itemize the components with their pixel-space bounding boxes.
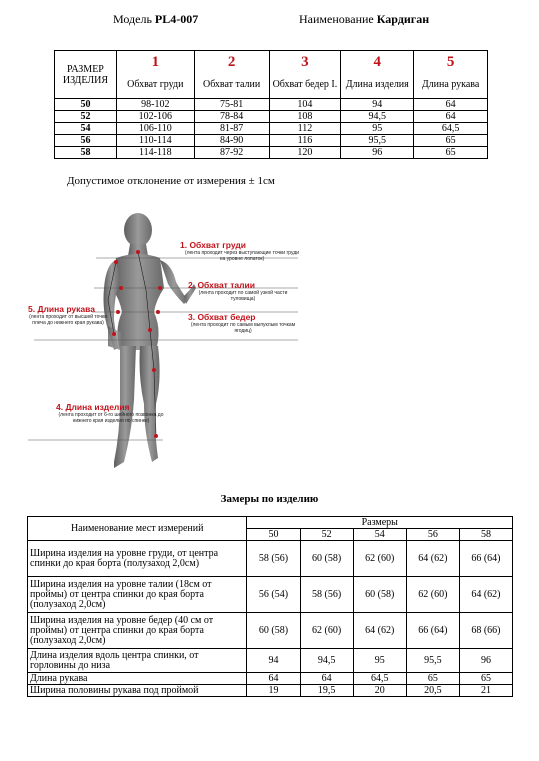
measure-name-cell: Ширина половины рукава под проймой bbox=[28, 685, 247, 697]
garment-length-label bbox=[56, 402, 166, 424]
value-cell: 81-87 bbox=[194, 123, 269, 135]
value-cell: 84-90 bbox=[194, 135, 269, 147]
value-cell: 108 bbox=[269, 111, 341, 123]
product-name-value: Кардиган bbox=[376, 12, 430, 26]
column-label: Длина изделия bbox=[341, 73, 414, 99]
measure-value-cell: 68 (66) bbox=[459, 613, 512, 649]
measure-name-header: Наименование мест измерений bbox=[28, 517, 247, 541]
table-row bbox=[55, 135, 488, 147]
measure-value-cell: 96 bbox=[459, 649, 512, 673]
tolerance-note: Допустимое отклонение от измерения ± 1см bbox=[67, 175, 275, 187]
measure-name-cell: Длина изделия вдоль центра спинки, от горловины до низа bbox=[28, 649, 247, 673]
table-row bbox=[28, 541, 513, 577]
measure-value-cell: 62 (60) bbox=[406, 577, 459, 613]
measure-value-cell: 66 (64) bbox=[459, 541, 512, 577]
size-chart-label-row bbox=[55, 73, 488, 99]
size-cell: 52 bbox=[55, 111, 117, 123]
measure-value-cell: 62 (60) bbox=[353, 541, 406, 577]
value-cell: 64,5 bbox=[414, 123, 488, 135]
value-cell: 110-114 bbox=[116, 135, 194, 147]
model-label: Модель bbox=[113, 12, 152, 26]
value-cell: 65 bbox=[414, 135, 488, 147]
value-cell: 94,5 bbox=[341, 111, 414, 123]
measure-value-cell: 62 (60) bbox=[300, 613, 353, 649]
document-header bbox=[0, 12, 539, 28]
table-row bbox=[28, 649, 513, 673]
size-cell: 54 bbox=[55, 123, 117, 135]
size-header-cell: 58 bbox=[459, 529, 512, 541]
model-line bbox=[113, 12, 198, 27]
measure-value-cell: 64 (62) bbox=[459, 577, 512, 613]
hip-measure-label bbox=[188, 312, 298, 334]
value-cell: 64 bbox=[414, 111, 488, 123]
column-number: 2 bbox=[194, 51, 269, 73]
chest-measure-label bbox=[180, 240, 302, 262]
size-header-cell: 50 bbox=[247, 529, 300, 541]
measure-value-cell: 64 bbox=[247, 673, 300, 685]
hip-measure-note: (лента проходит по самым выпуклым точкам ягодиц) bbox=[190, 322, 296, 334]
waist-measure-title: 2. Обхват талии bbox=[188, 280, 255, 290]
value-cell: 65 bbox=[414, 147, 488, 159]
size-cell: 56 bbox=[55, 135, 117, 147]
sizes-header: Размеры bbox=[247, 517, 513, 529]
measure-value-cell: 19,5 bbox=[300, 685, 353, 697]
waist-measure-label bbox=[188, 280, 298, 302]
table-row bbox=[28, 673, 513, 685]
value-cell: 95 bbox=[341, 123, 414, 135]
measure-value-cell: 20,5 bbox=[406, 685, 459, 697]
column-number: 4 bbox=[341, 51, 414, 73]
hip-measure-title: 3. Обхват бедер bbox=[188, 312, 256, 322]
size-cell: 58 bbox=[55, 147, 117, 159]
table-row bbox=[28, 613, 513, 649]
value-cell: 116 bbox=[269, 135, 341, 147]
product-name-label: Наименование bbox=[299, 12, 374, 26]
size-chart-number-row bbox=[55, 51, 488, 73]
garment-length-note: (лента проходит от 6-го шейного позвонка до нижнего края изделия по спинке) bbox=[58, 412, 164, 424]
sleeve-length-label bbox=[28, 304, 108, 326]
waist-measure-note: (лента проходит по самой узкой части туловища) bbox=[198, 290, 288, 302]
value-cell: 98-102 bbox=[116, 99, 194, 111]
value-cell: 94 bbox=[341, 99, 414, 111]
value-cell: 78-84 bbox=[194, 111, 269, 123]
measure-value-cell: 65 bbox=[406, 673, 459, 685]
table-row bbox=[55, 123, 488, 135]
sleeve-length-title: 5. Длина рукава bbox=[28, 304, 95, 314]
table-row bbox=[28, 577, 513, 613]
measure-value-cell: 94 bbox=[247, 649, 300, 673]
measure-name-cell: Длина рукава bbox=[28, 673, 247, 685]
measure-value-cell: 94,5 bbox=[300, 649, 353, 673]
value-cell: 120 bbox=[269, 147, 341, 159]
measure-value-cell: 58 (56) bbox=[247, 541, 300, 577]
value-cell: 112 bbox=[269, 123, 341, 135]
measure-value-cell: 95,5 bbox=[406, 649, 459, 673]
measure-value-cell: 58 (56) bbox=[300, 577, 353, 613]
value-cell: 114-118 bbox=[116, 147, 194, 159]
column-number: 1 bbox=[116, 51, 194, 73]
value-cell: 64 bbox=[414, 99, 488, 111]
measure-value-cell: 95 bbox=[353, 649, 406, 673]
table-row bbox=[55, 111, 488, 123]
sleeve-length-note: (лента проходит от высшей точки плеча до нижнего края рукава) bbox=[29, 314, 107, 326]
measure-name-cell: Ширина изделия на уровне талии (18см от проймы) от центра спинки до края борта (полузаход 2,0см) bbox=[28, 577, 247, 613]
size-header-cell: 54 bbox=[353, 529, 406, 541]
table-row bbox=[55, 99, 488, 111]
model-value: PL4-007 bbox=[154, 12, 199, 26]
product-name-line bbox=[299, 12, 429, 27]
measure-name-cell: Ширина изделия на уровне груди, от центра спинки до края борта (полузаход 2,0см) bbox=[28, 541, 247, 577]
size-header-cell: 52 bbox=[300, 529, 353, 541]
measure-value-cell: 56 (54) bbox=[247, 577, 300, 613]
measure-value-cell: 60 (58) bbox=[300, 541, 353, 577]
measure-value-cell: 20 bbox=[353, 685, 406, 697]
column-label: Обхват бедер I. bbox=[269, 73, 341, 99]
size-column-header: РАЗМЕР ИЗДЕЛИЯ bbox=[55, 51, 117, 99]
value-cell: 102-106 bbox=[116, 111, 194, 123]
value-cell: 96 bbox=[341, 147, 414, 159]
garment-measurements-table bbox=[27, 516, 513, 697]
measure-name-cell: Ширина изделия на уровне бедер (40 см от проймы) от центра спинки до края борта (полузаход 2,0см) bbox=[28, 613, 247, 649]
measure-value-cell: 64,5 bbox=[353, 673, 406, 685]
chest-measure-title: 1. Обхват груди bbox=[180, 240, 246, 250]
table-row bbox=[55, 147, 488, 159]
size-header-cell: 56 bbox=[406, 529, 459, 541]
measure-value-cell: 21 bbox=[459, 685, 512, 697]
measure-value-cell: 64 (62) bbox=[406, 541, 459, 577]
measure-section-title: Замеры по изделию bbox=[220, 493, 319, 505]
value-cell: 95,5 bbox=[341, 135, 414, 147]
value-cell: 87-92 bbox=[194, 147, 269, 159]
chest-measure-note: (лента проходит через выступающие точки груди на уровне лопаток) bbox=[184, 250, 300, 262]
column-label: Длина рукава bbox=[414, 73, 488, 99]
value-cell: 104 bbox=[269, 99, 341, 111]
column-number: 5 bbox=[414, 51, 488, 73]
measure-value-cell: 60 (58) bbox=[353, 577, 406, 613]
column-number: 3 bbox=[269, 51, 341, 73]
value-cell: 75-81 bbox=[194, 99, 269, 111]
garment-length-title: 4. Длина изделия bbox=[56, 402, 130, 412]
column-label: Обхват груди bbox=[116, 73, 194, 99]
measure-value-cell: 60 (58) bbox=[247, 613, 300, 649]
measure-value-cell: 64 bbox=[300, 673, 353, 685]
measurement-figure bbox=[28, 200, 338, 480]
value-cell: 106-110 bbox=[116, 123, 194, 135]
measure-value-cell: 65 bbox=[459, 673, 512, 685]
size-cell: 50 bbox=[55, 99, 117, 111]
table-row bbox=[28, 685, 513, 697]
column-label: Обхват талии bbox=[194, 73, 269, 99]
measure-value-cell: 19 bbox=[247, 685, 300, 697]
measure-value-cell: 66 (64) bbox=[406, 613, 459, 649]
measure-header-row bbox=[28, 517, 513, 529]
size-chart-table bbox=[54, 50, 488, 159]
measure-value-cell: 64 (62) bbox=[353, 613, 406, 649]
